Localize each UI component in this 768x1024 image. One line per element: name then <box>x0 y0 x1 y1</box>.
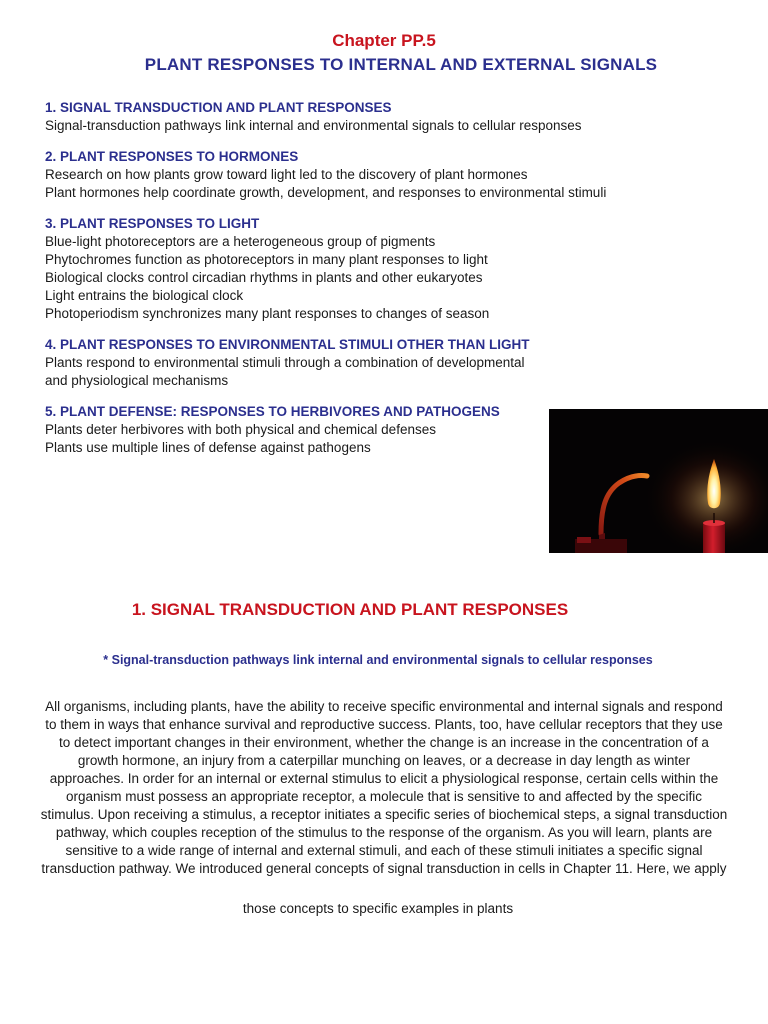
toc-line: Signal-transduction pathways link internal and environmental signals to cellular responses <box>45 118 582 133</box>
toc-heading: 1. SIGNAL TRANSDUCTION AND PLANT RESPONSES <box>45 100 392 115</box>
toc-section <box>45 148 735 202</box>
toc-section <box>45 99 735 135</box>
toc-line: Plants respond to environmental stimuli through a combination of developmental <box>45 355 525 370</box>
toc-line: Research on how plants grow toward light led to the discovery of plant hormones <box>45 167 528 182</box>
toc-line: Plants deter herbivores with both physical and chemical defenses <box>45 422 436 437</box>
body-paragraph: All organisms, including plants, have the ability to receive specific environmental and internal signals and respond to them in ways that enhance survival and reproductive success. Plants, too, have cellular receptors that they use to detect important changes in their environment, whether the change is an increase in the concentration of a growth hormone, an injury from a caterpillar munching on leaves, or a decrease in day length as winter approaches. In order for an internal or external stimulus to elicit a physiological response, certain cells within the organism must possess an appropriate receptor, a molecule that is sensitive to and affected by the specific stimulus. Upon receiving a stimulus, a receptor initiates a specific series of biochemical steps, a signal transduction pathway, which couples reception of the stimulus to the response of the organism. As you will learn, plants are sensitive to a wide range of internal and external stimuli, and each of these stimuli initiates a specific signal transduction pathway. We introduced general concepts of signal transduction in cells in Chapter 11. Here, we apply <box>40 699 728 876</box>
chapter-label: Chapter PP.5 <box>332 31 436 50</box>
seedling-candle-illustration <box>549 409 768 553</box>
toc-line: and physiological mechanisms <box>45 373 229 388</box>
section-title: 1. SIGNAL TRANSDUCTION AND PLANT RESPONSES <box>131 600 569 619</box>
toc-line: Biological clocks control circadian rhythms in plants and other eukaryotes <box>45 270 483 285</box>
toc-line: Light entrains the biological clock <box>45 288 244 303</box>
toc-heading: 4. PLANT RESPONSES TO ENVIRONMENTAL STIMULI OTHER THAN LIGHT <box>45 337 530 352</box>
toc-line: Photoperiodism synchronizes many plant responses to changes of season <box>45 306 490 321</box>
page-title: PLANT RESPONSES TO INTERNAL AND EXTERNAL SIGNALS <box>144 55 658 74</box>
toc-section <box>45 215 735 323</box>
toc-section <box>45 336 735 390</box>
candle <box>703 523 725 553</box>
toc-line: Plant hormones help coordinate growth, development, and responses to environmental stimuli <box>45 185 607 200</box>
toc-heading: 2. PLANT RESPONSES TO HORMONES <box>45 149 299 164</box>
body-last-line: those concepts to specific examples in plants <box>242 901 514 916</box>
toc-line: Plants use multiple lines of defense against pathogens <box>45 440 371 455</box>
seedling-candle-photo <box>549 409 768 553</box>
toc-heading: 5. PLANT DEFENSE: RESPONSES TO HERBIVORES AND PATHOGENS <box>45 404 500 419</box>
toc-line: Phytochromes function as photoreceptors in many plant responses to light <box>45 252 488 267</box>
section-subtitle: * Signal-transduction pathways link internal and environmental signals to cellular responses <box>103 653 653 667</box>
toc-line: Blue-light photoreceptors are a heterogeneous group of pigments <box>45 234 436 249</box>
toc-heading: 3. PLANT RESPONSES TO LIGHT <box>45 216 260 231</box>
